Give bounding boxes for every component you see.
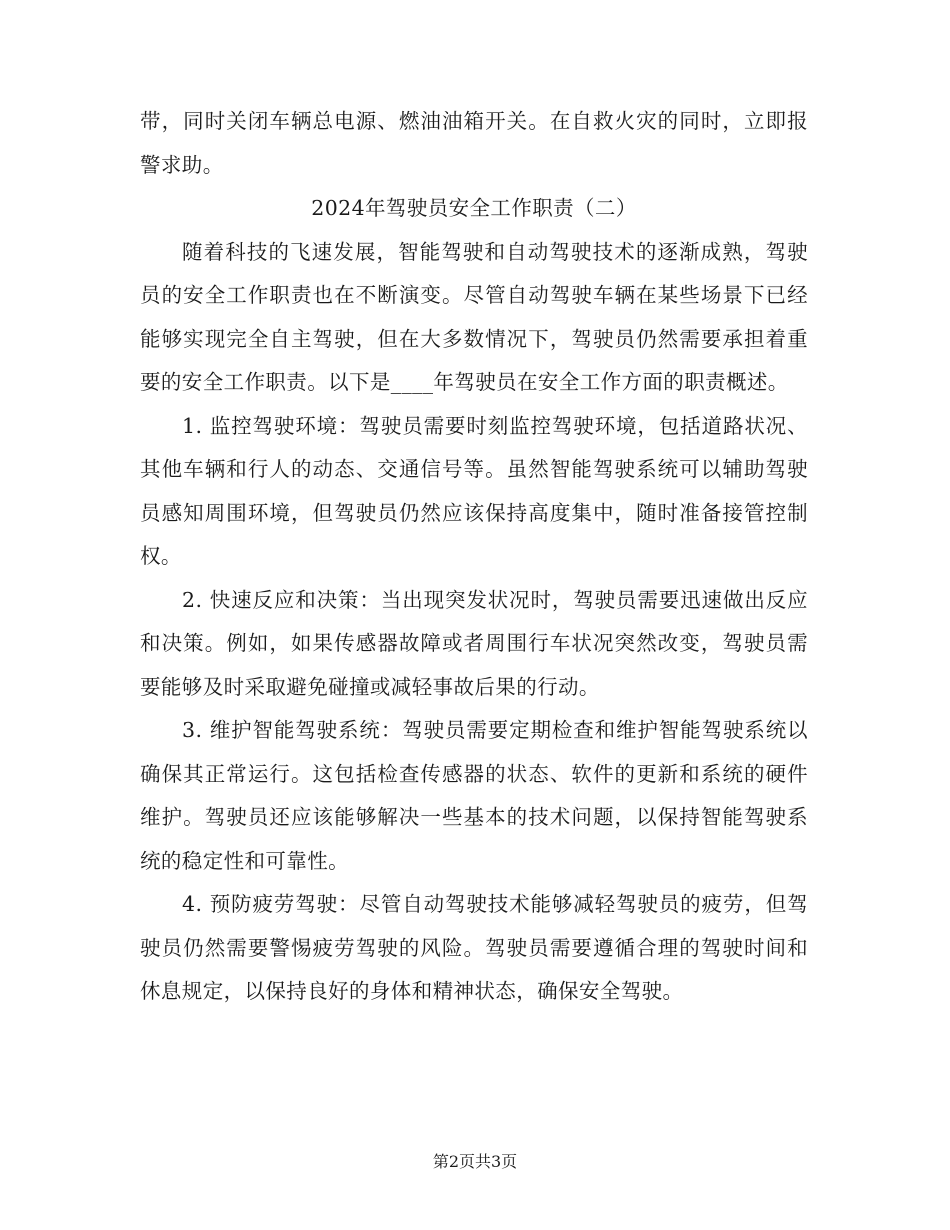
duty-item-3: 3. 维护智能驾驶系统：驾驶员需要定期检查和维护智能驾驶系统以确保其正常运行。这包括检查传感器的状态、软件的更新和系统的硬件维护。驾驶员还应该能够解决一些基本的技术问题，以保持智能驾驶系统的稳定性和可靠性。 bbox=[140, 718, 808, 873]
duty-item-2: 2. 快速反应和决策：当出现突发状况时，驾驶员需要迅速做出反应和决策。例如，如果传感器故障或者周围行车状况突然改变，驾驶员需要能够及时采取避免碰撞或减轻事故后果的行动。 bbox=[140, 587, 808, 699]
section-title: 2024年驾驶员安全工作职责（二） bbox=[311, 196, 637, 220]
duty-item-1: 1. 监控驾驶环境：驾驶员需要时刻监控驾驶环境，包括道路状况、其他车辆和行人的动态、交通信号等。虽然智能驾驶系统可以辅助驾驶员感知周围环境，但驾驶员仍然应该保持高度集中，随时准备接管控制权。 bbox=[140, 413, 808, 568]
page-number-footer: 第2页共3页 bbox=[432, 1152, 518, 1171]
intro-paragraph: 随着科技的飞速发展，智能驾驶和自动驾驶技术的逐渐成熟，驾驶员的安全工作职责也在不断演变。尽管自动驾驶车辆在某些场景下已经能够实现完全自主驾驶，但在大多数情况下，驾驶员仍然需要承担着重要的安全工作职责。以下是____年驾驶员在安全工作方面的职责概述。 bbox=[140, 239, 808, 394]
continuation-paragraph: 带，同时关闭车辆总电源、燃油油箱开关。在自救火灾的同时，立即报警求助。 bbox=[140, 109, 808, 177]
duty-item-4: 4. 预防疲劳驾驶：尽管自动驾驶技术能够减轻驾驶员的疲劳，但驾驶员仍然需要警惕疲劳驾驶的风险。驾驶员需要遵循合理的驾驶时间和休息规定，以保持良好的身体和精神状态，确保安全驾驶。 bbox=[140, 892, 808, 1003]
document-body bbox=[140, 100, 808, 1014]
